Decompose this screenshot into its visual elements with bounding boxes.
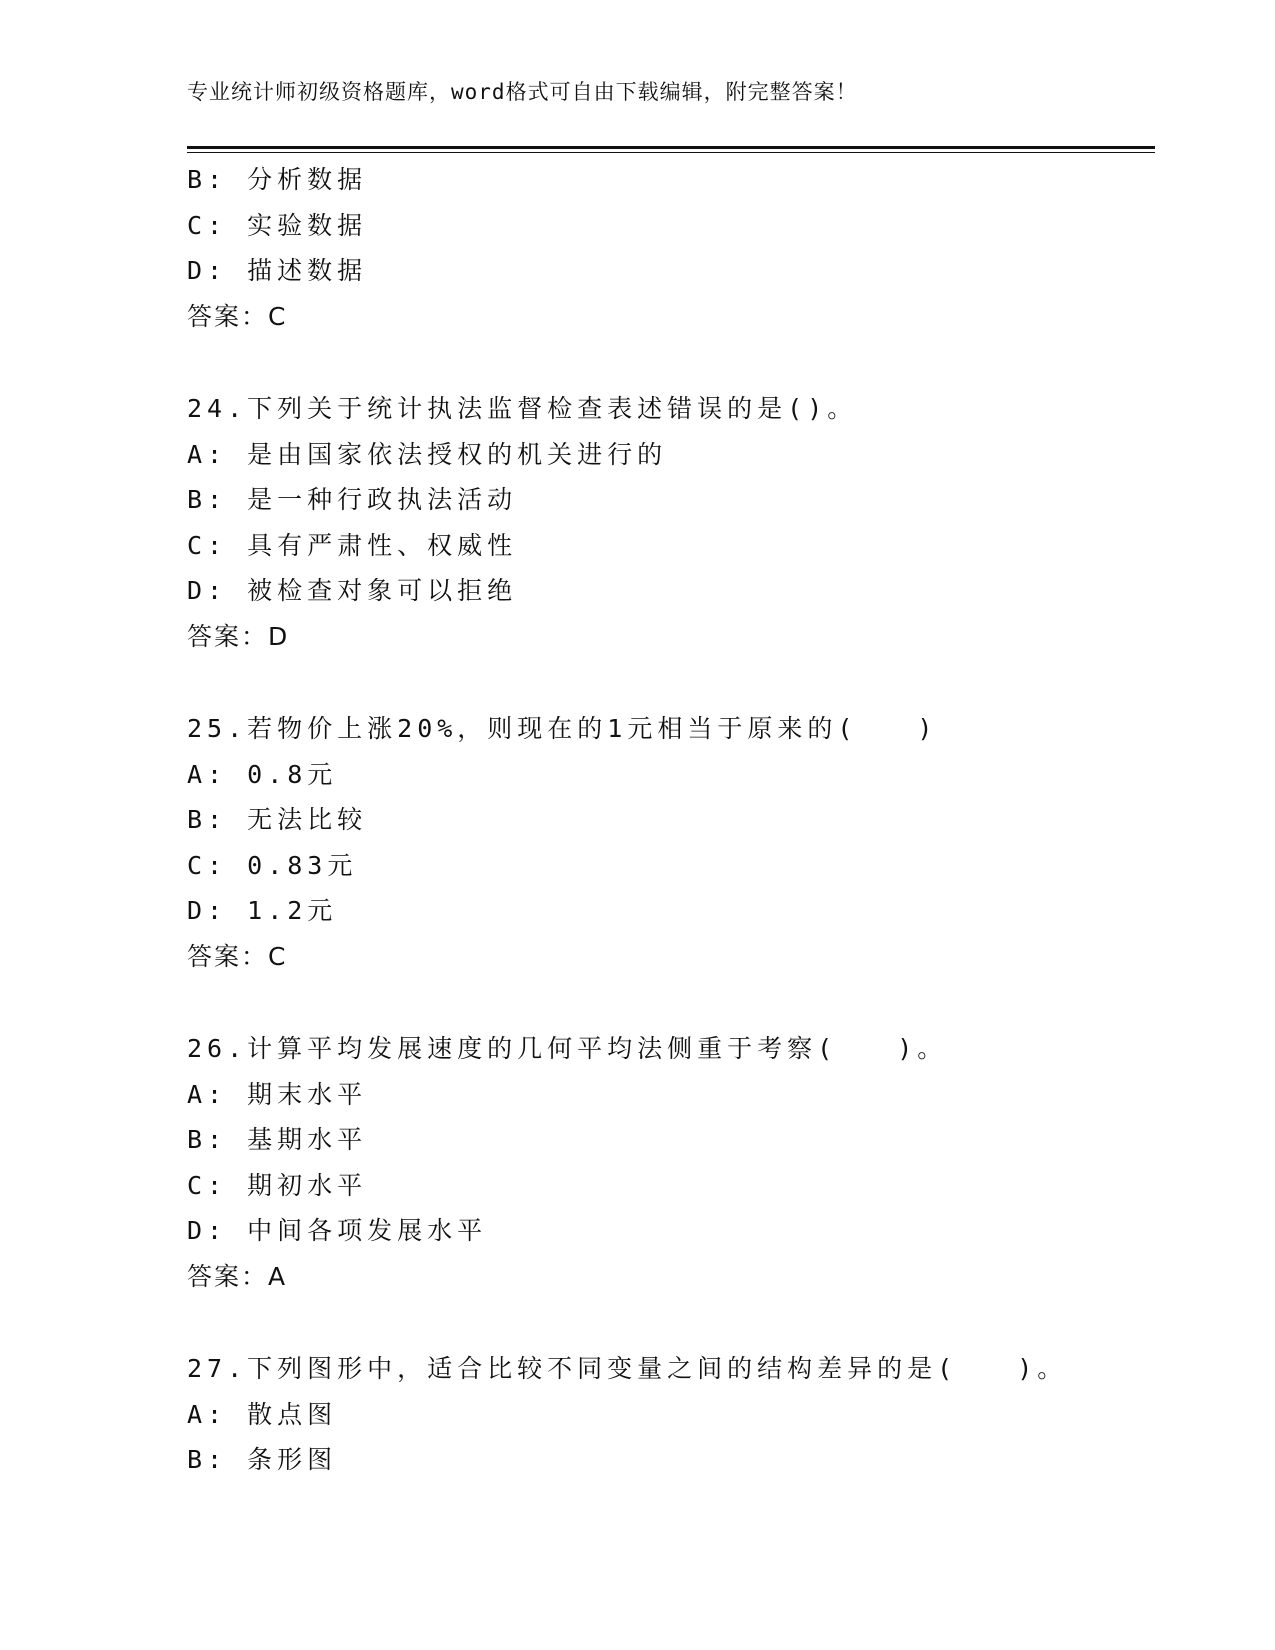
answer-line: 答案：A: [187, 1261, 288, 1291]
page-header: 专业统计师初级资格题库，word格式可自由下载编辑，附完整答案！: [187, 80, 858, 104]
question-stem: 24.下列关于统计执法监督检查表述错误的是()。: [187, 394, 858, 423]
question-gap: [187, 339, 1155, 386]
header-rule-thick: [187, 146, 1155, 149]
option-d: D: 中间各项发展水平: [187, 1216, 488, 1245]
option-c: C: 实验数据: [187, 210, 368, 240]
question-25: [187, 706, 1155, 979]
header-rule-thin: [187, 152, 1155, 153]
answer-line: 答案：D: [187, 621, 290, 651]
answer-line: 答案：C: [187, 941, 288, 971]
question-24: [187, 386, 1155, 659]
question-stem: 27.下列图形中，适合比较不同变量之间的结构差异的是( )。: [187, 1354, 1068, 1383]
option-b: B: 条形图: [187, 1445, 338, 1474]
option-a: A: 散点图: [187, 1399, 338, 1429]
option-b: B: 是一种行政执法活动: [187, 485, 518, 514]
option-a: A: 是由国家依法授权的机关进行的: [187, 439, 668, 469]
option-a: A: 期末水平: [187, 1079, 368, 1109]
option-b: B: 无法比较: [187, 805, 368, 834]
question-27: [187, 1346, 1155, 1483]
question-stem: 26.计算平均发展速度的几何平均法侧重于考察( )。: [187, 1034, 948, 1063]
option-a: A: 0.8元: [187, 759, 338, 789]
question-26: [187, 1026, 1155, 1299]
question-list: [187, 157, 1155, 1483]
option-c: C: 期初水平: [187, 1170, 368, 1200]
option-d: D: 被检查对象可以拒绝: [187, 576, 518, 605]
option-b: B: 基期水平: [187, 1125, 368, 1154]
answer-line: 答案：C: [187, 301, 288, 331]
question-gap: [187, 1299, 1155, 1346]
question-gap: [187, 659, 1155, 706]
option-b: B: 分析数据: [187, 165, 368, 194]
option-d: D: 1.2元: [187, 896, 338, 925]
question-23-continuation: [187, 157, 1155, 339]
option-c: C: 0.83元: [187, 850, 358, 880]
option-c: C: 具有严肃性、权威性: [187, 530, 518, 560]
question-gap: [187, 979, 1155, 1026]
question-stem: 25.若物价上涨20%，则现在的1元相当于原来的( ): [187, 714, 938, 743]
option-d: D: 描述数据: [187, 256, 368, 285]
